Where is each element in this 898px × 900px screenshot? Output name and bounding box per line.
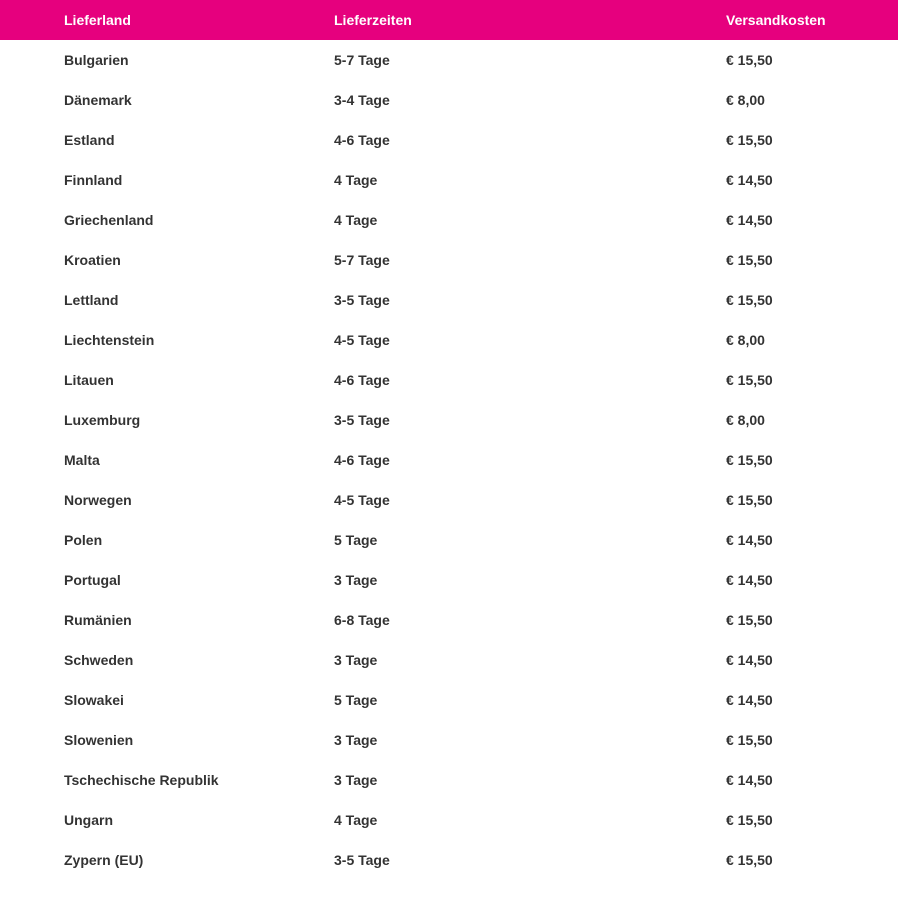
cell-shipping-cost: € 14,50: [726, 172, 773, 188]
cell-country: Finnland: [64, 172, 123, 188]
table-row: [0, 320, 898, 360]
cell-shipping-cost: € 15,50: [726, 252, 773, 268]
cell-country: Griechenland: [64, 212, 154, 228]
table-row: [0, 240, 898, 280]
cell-delivery-time: 3-4 Tage: [334, 92, 390, 108]
table-row: [0, 480, 898, 520]
table-row: [0, 400, 898, 440]
cell-delivery-time: 5-7 Tage: [334, 52, 390, 68]
cell-country: Kroatien: [64, 252, 121, 268]
cell-shipping-cost: € 14,50: [726, 652, 773, 668]
table-header-row: [0, 0, 898, 40]
table-row: [0, 720, 898, 760]
cell-shipping-cost: € 14,50: [726, 772, 773, 788]
cell-delivery-time: 3 Tage: [334, 652, 378, 668]
table-row: [0, 600, 898, 640]
table-row: [0, 800, 898, 840]
table-row: [0, 760, 898, 800]
cell-delivery-time: 3-5 Tage: [334, 292, 390, 308]
cell-shipping-cost: € 8,00: [726, 332, 765, 348]
cell-country: Lettland: [64, 292, 119, 308]
cell-country: Malta: [64, 452, 100, 468]
cell-shipping-cost: € 15,50: [726, 492, 773, 508]
cell-country: Liechtenstein: [64, 332, 155, 348]
cell-shipping-cost: € 15,50: [726, 452, 773, 468]
cell-country: Tschechische Republik: [64, 772, 219, 788]
cell-delivery-time: 4-6 Tage: [334, 132, 390, 148]
table-row: [0, 120, 898, 160]
cell-delivery-time: 6-8 Tage: [334, 612, 390, 628]
cell-delivery-time: 4 Tage: [334, 172, 378, 188]
cell-country: Portugal: [64, 572, 121, 588]
cell-shipping-cost: € 15,50: [726, 732, 773, 748]
table-row: [0, 520, 898, 560]
cell-country: Slowakei: [64, 692, 124, 708]
cell-shipping-cost: € 15,50: [726, 292, 773, 308]
cell-delivery-time: 4 Tage: [334, 812, 378, 828]
header-shipping-cost: Versandkosten: [726, 12, 826, 28]
cell-country: Dänemark: [64, 92, 132, 108]
table-row: [0, 160, 898, 200]
table-row: [0, 640, 898, 680]
cell-country: Rumänien: [64, 612, 132, 628]
cell-country: Slowenien: [64, 732, 134, 748]
table-row: [0, 560, 898, 600]
cell-shipping-cost: € 15,50: [726, 52, 773, 68]
cell-shipping-cost: € 15,50: [726, 852, 773, 868]
table-header: [0, 0, 898, 40]
cell-country: Litauen: [64, 372, 114, 388]
cell-shipping-cost: € 14,50: [726, 572, 773, 588]
cell-delivery-time: 3 Tage: [334, 572, 378, 588]
cell-delivery-time: 5 Tage: [334, 532, 378, 548]
cell-delivery-time: 4-5 Tage: [334, 492, 390, 508]
cell-delivery-time: 3-5 Tage: [334, 412, 390, 428]
table-row: [0, 280, 898, 320]
cell-shipping-cost: € 8,00: [726, 412, 765, 428]
cell-shipping-cost: € 14,50: [726, 212, 773, 228]
header-delivery-time: Lieferzeiten: [334, 12, 412, 28]
table-row: [0, 440, 898, 480]
cell-country: Bulgarien: [64, 52, 129, 68]
cell-delivery-time: 3-5 Tage: [334, 852, 390, 868]
cell-shipping-cost: € 15,50: [726, 372, 773, 388]
cell-delivery-time: 4 Tage: [334, 212, 378, 228]
header-country: Lieferland: [64, 12, 131, 28]
cell-country: Estland: [64, 132, 115, 148]
cell-country: Polen: [64, 532, 103, 548]
cell-delivery-time: 3 Tage: [334, 772, 378, 788]
cell-shipping-cost: € 14,50: [726, 692, 773, 708]
table-body: [0, 40, 898, 880]
cell-shipping-cost: € 14,50: [726, 532, 773, 548]
cell-delivery-time: 4-5 Tage: [334, 332, 390, 348]
table-row: [0, 200, 898, 240]
table-row: [0, 40, 898, 80]
cell-delivery-time: 4-6 Tage: [334, 372, 390, 388]
cell-country: Norwegen: [64, 492, 132, 508]
table-row: [0, 680, 898, 720]
table-row: [0, 80, 898, 120]
table-row: [0, 840, 898, 880]
cell-delivery-time: 4-6 Tage: [334, 452, 390, 468]
cell-country: Luxemburg: [64, 412, 141, 428]
cell-country: Ungarn: [64, 812, 113, 828]
cell-delivery-time: 5 Tage: [334, 692, 378, 708]
cell-shipping-cost: € 15,50: [726, 612, 773, 628]
cell-country: Zypern (EU): [64, 852, 144, 868]
cell-shipping-cost: € 8,00: [726, 92, 765, 108]
table-row: [0, 360, 898, 400]
cell-shipping-cost: € 15,50: [726, 132, 773, 148]
cell-delivery-time: 3 Tage: [334, 732, 378, 748]
cell-shipping-cost: € 15,50: [726, 812, 773, 828]
cell-delivery-time: 5-7 Tage: [334, 252, 390, 268]
cell-country: Schweden: [64, 652, 134, 668]
